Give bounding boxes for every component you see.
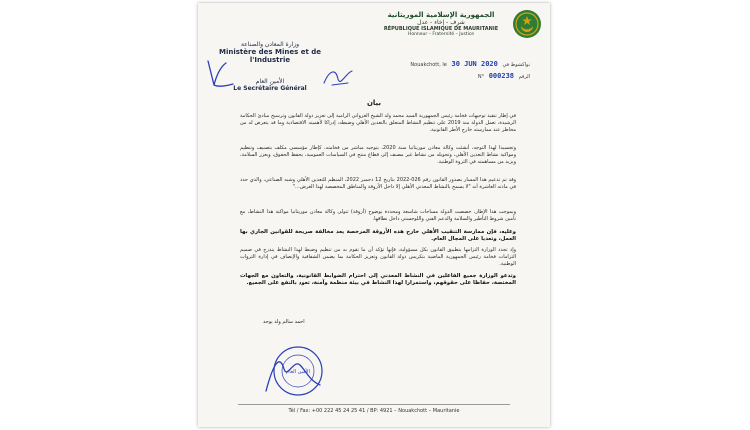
initials-signature-icon <box>318 63 358 93</box>
date-label-ar: نواكشوط في <box>502 62 530 68</box>
seal-label: الأمين العام <box>286 369 310 375</box>
paragraph-5: وإذ تجدد الوزارة التزامها بتطبيق القانون بكل مسؤولية، فإنها تؤكد أن ما تقوم به من تنظيم وضبط لهذا النشاط يندرج في صميم التزامات فخامة رئيس الجمهورية الماضية بتكريس دولة القانون وتعزيز الحكامة بما يضمن الشفافية والإنصاف في إدارة الثروات الوطنية. <box>240 247 516 267</box>
document-page <box>198 3 550 427</box>
margin-signature-icon <box>200 55 240 95</box>
paragraph-2: وتجسيدا لهذا التوجه، أنشئت وكالة معادن موريتانيا سنة 2020، بتوجيه مباشر من فخامته، كإطار مؤسسي مكلف بتصنيف وتنظيم ومواكبة نشاط التعدين الأهلي، وتحويله من نشاط غير مصنف إلى قطاع منتج في السياسات العمومية، يحفظ الحقوق، ويعزز السلامة، ويزيد من مساهمته في الثروة الوطنية. <box>240 145 516 165</box>
date-label-fr: Nouakchott, le <box>410 62 447 68</box>
reference-number-stamp: 000238 <box>488 72 515 80</box>
paragraph-4: وبموجب هذا الإطار، خصصت الدولة مساحات شاسعة ومحددة بوضوح (أروقة) تتولى وكالة معادن موريتانيا مواكبة هذا النشاط، مع تأمين شروط التأطير والسلامة والدعم الفني واللوجستي داخل نطاقها. <box>240 209 516 222</box>
paragraph-3: وقد تم تدعيم هذا المسار بصدور القانون رقم 026-2022 بتاريخ 12 دجمبر 2022، المنظم للتعدين الأهلي وشبه الصناعي، والذي حدد في مادته العاشرة أنه "لا يسمح بالنشاط المعدني الأهلي إلا داخل الأروقة والمناطق المخصصة لهذا الغرض..." <box>240 177 517 190</box>
date-line <box>410 60 530 68</box>
bold-paragraph-1: وعليه، فإن ممارسة التنقيب الأهلي خارج هذه الأروقة المرخصة يعد مخالفة صريحة للقوانين الجاري بها العمل، وتعديا على المجال العام. <box>240 229 516 242</box>
footer-divider <box>238 404 510 405</box>
motto-fr: Honneur – Fraternité – Justice <box>407 32 475 37</box>
document-title: بيان <box>366 99 382 107</box>
official-seal-icon <box>260 341 330 401</box>
republic-name-ar: الجمهورية الإسلامية الموريتانية <box>387 11 495 19</box>
paragraph-1: في إطار تنفيذ توجيهات فخامة رئيس الجمهورية السيد محمد ولد الشيخ الغزواني الرامية إلى تعزيز دولة القانون وترسيخ مبادئ الحكامة الرشيدة، تعمل الدولة منذ 2019 على تنظيم النشاط المتعلق بالتعدين الأهلي وضبطه، إدراكا لأهميته الاقتصادية وما قد يتعرض له من مخاطر عند ممارسته خارج الأطر القانونية. <box>240 113 516 133</box>
date-stamp: 30 JUN 2020 <box>451 60 498 68</box>
secretary-title-fr: Le Secrétaire Général <box>233 85 307 92</box>
ministry-name-fr: Ministère des Mines et de l'Industrie <box>219 48 321 64</box>
republic-name-fr: RÉPUBLIQUE ISLAMIQUE DE MAURITANIE <box>383 26 499 32</box>
bold-paragraph-2: وتدعو الوزارة جميع الفاعلين في النشاط المعدني إلى احترام الضوابط القانونية، والتعاون مع الجهات المختصة، حفاظا على حقوقهم، واستمرارا لهذا النشاط في بيئة منظمة وآمنة، تعود بالنفع على الجميع. <box>240 273 516 286</box>
republic-header <box>376 11 506 37</box>
ministry-name-ar: وزارة المعادن والصناعة <box>240 41 300 48</box>
motto-ar: شرف - إخاء - عدل <box>417 19 465 26</box>
number-line <box>478 72 530 80</box>
number-label-ar: الرقم <box>518 74 530 80</box>
signatory-name: احمد سالم ولد بوحد <box>263 319 305 325</box>
national-emblem-icon <box>512 9 542 39</box>
secretary-title-ar: الأمين العام <box>255 78 285 85</box>
number-label-fr: N° <box>477 74 485 80</box>
footer-contact: Tél / Fax: +00 222 45 24 25 41 / BP: 4921 – Nouakchott – Mauritanie <box>288 408 460 414</box>
